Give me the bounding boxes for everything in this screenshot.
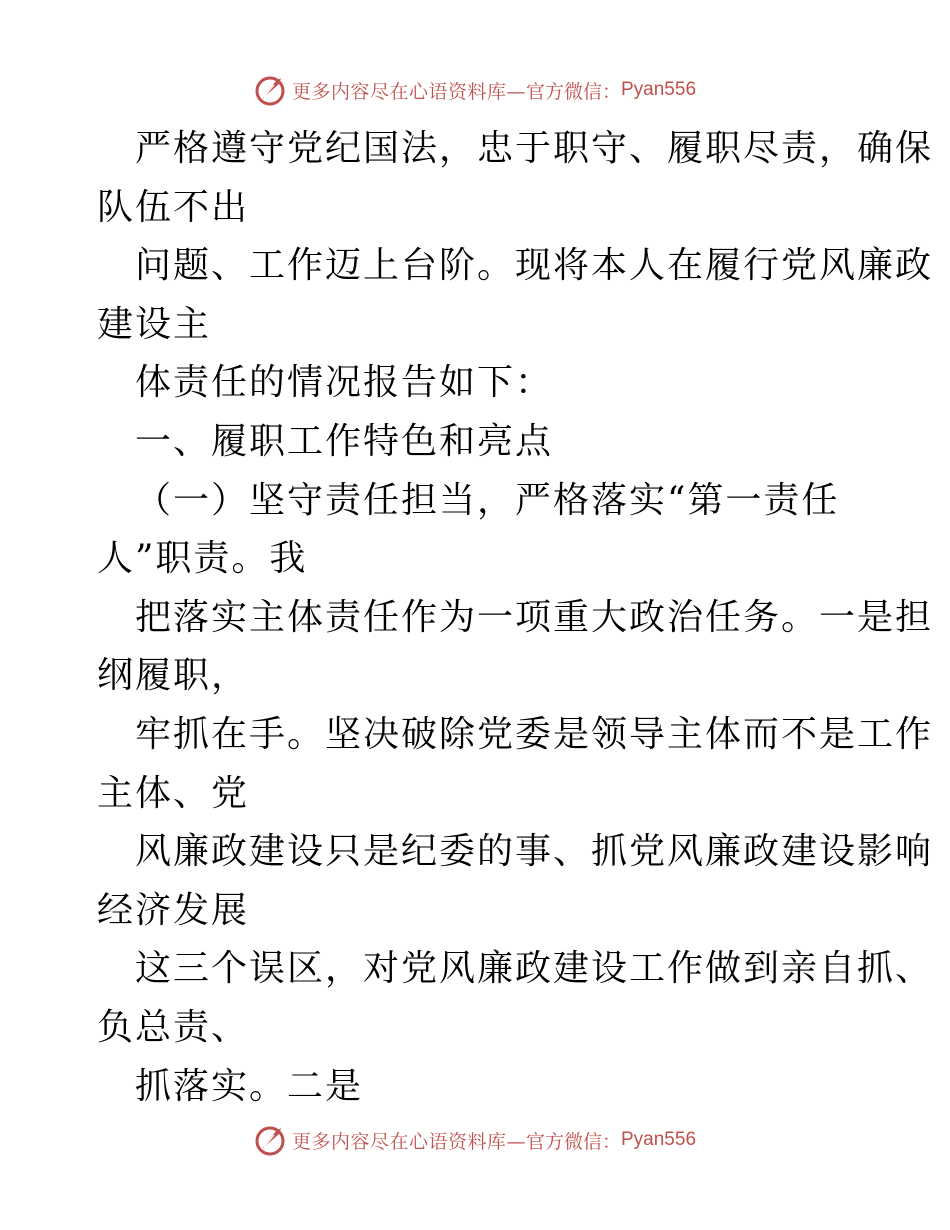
text-line: 问题、工作迈上台阶。现将本人在履行党风廉政 <box>135 245 934 287</box>
text-line: 这三个误区，对党风廉政建设工作做到亲自抓、 <box>135 948 934 990</box>
banner-wechat-id: Pyan556 <box>621 1129 697 1150</box>
text-line: 主体、党 <box>97 772 250 814</box>
document-body <box>97 120 934 1116</box>
text-line: 抓落实。二是 <box>135 1065 364 1107</box>
text-line: 经济发展 <box>97 889 250 931</box>
text-line: 纲履职， <box>97 655 250 697</box>
footer-banner <box>0 1120 950 1160</box>
header-banner <box>0 70 950 110</box>
text-line: 把落实主体责任作为一项重大政治任务。一是担 <box>135 596 934 638</box>
text-line: 队伍不出 <box>97 186 250 228</box>
banner-text: 更多内容尽在心语资料库— <box>291 1130 526 1153</box>
section-heading: 一、履职工作特色和亮点 <box>135 420 554 462</box>
text-line: 负总责、 <box>97 1006 250 1048</box>
banner-wechat-label: 官方微信： <box>525 80 621 103</box>
text-line: 严格遵守党纪国法，忠于职守、履职尽责，确保 <box>135 128 934 169</box>
banner-wechat-id: Pyan556 <box>621 79 697 100</box>
quill-pen-circle-icon <box>254 1123 288 1157</box>
text-line: 人”职责。我 <box>97 538 308 580</box>
text-line: 风廉政建设只是纪委的事、抓党风廉政建设影响 <box>135 831 934 873</box>
banner-text: 更多内容尽在心语资料库— <box>291 80 526 103</box>
text-line: 体责任的情况报告如下： <box>135 362 554 404</box>
subsection-heading: （一）坚守责任担当，严格落实“第一责任 <box>135 479 840 521</box>
quill-pen-circle-icon <box>254 73 288 107</box>
text-line: 牢抓在手。坚决破除党委是领导主体而不是工作 <box>135 713 934 755</box>
banner-wechat-label: 官方微信： <box>525 1130 621 1153</box>
text-line: 建设主 <box>97 303 212 345</box>
